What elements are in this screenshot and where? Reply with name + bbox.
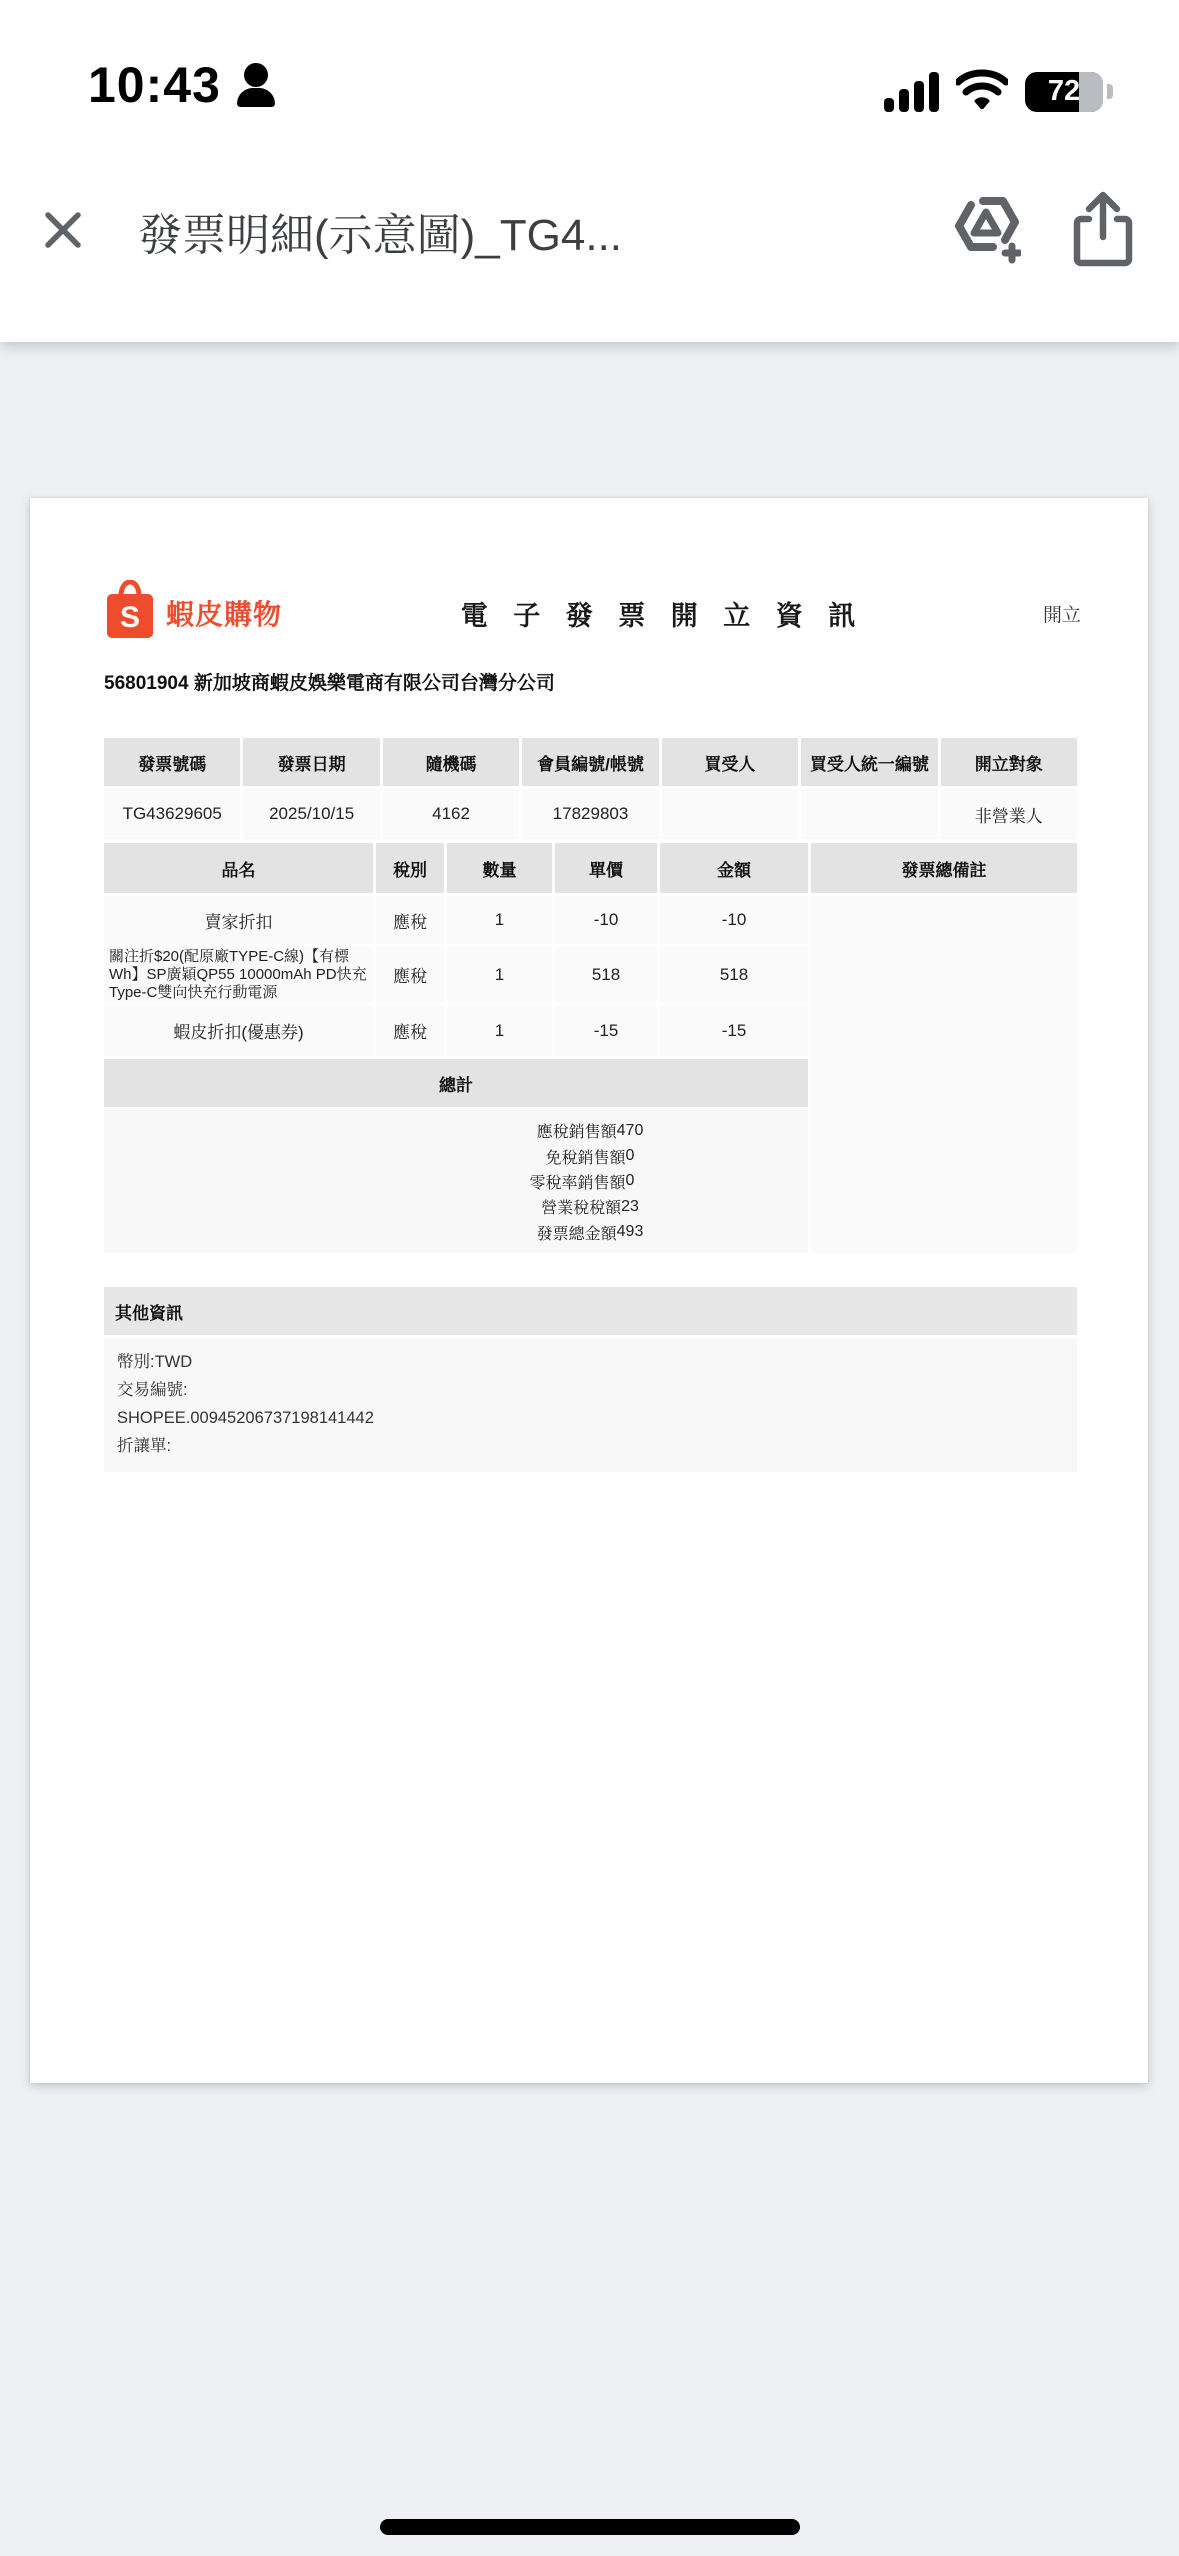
items-table-header: 單價 (555, 843, 657, 893)
total-value: 493 (616, 1223, 644, 1241)
total-label: 免稅銷售額 (545, 1149, 626, 1167)
invoice-table-header: 買受人統一編號 (801, 738, 937, 786)
close-button[interactable] (40, 207, 86, 256)
total-line (278, 1170, 635, 1193)
issue-status: 開立 (1042, 604, 1081, 626)
other-info-line: 折讓單: (117, 1437, 172, 1455)
item-amount-cell: -15 (660, 1005, 808, 1056)
total-value: 23 (621, 1197, 639, 1215)
total-line (269, 1221, 644, 1244)
item-unit-price-cell: 518 (555, 947, 657, 1002)
clock: 10:43 (88, 57, 221, 113)
items-table-header: 數量 (447, 843, 552, 893)
add-to-drive-icon (953, 195, 1021, 268)
close-icon (40, 207, 86, 256)
invoice-table-header: 會員編號/帳號 (522, 738, 658, 786)
battery-cap (1107, 84, 1113, 99)
invoice-table-header: 隨機碼 (383, 738, 519, 786)
status-right (884, 69, 1113, 114)
invoice-table-cell (801, 789, 937, 839)
items-table-header: 發票總備註 (811, 843, 1077, 893)
item-name-cell: 蝦皮折扣(優惠券) (104, 1005, 373, 1056)
share-button[interactable] (1071, 191, 1135, 272)
total-value: 470 (616, 1121, 644, 1139)
item-name-cell: 賣家折扣 (104, 896, 373, 944)
invoice-info-table (104, 738, 1077, 839)
cellular-signal-icon (884, 72, 939, 112)
total-label: 零稅率銷售額 (529, 1174, 626, 1192)
total-label: 應稅銷售額 (536, 1124, 617, 1142)
other-info-line: SHOPEE.00945206737198141442 (117, 1409, 374, 1427)
invoice-remarks-cell (811, 896, 1077, 1253)
other-info-line: 交易編號: (117, 1381, 188, 1399)
totals-body (104, 1110, 808, 1253)
document-title: 電 子 發 票 開 立 資 訊 (460, 600, 865, 631)
document-viewer[interactable] (0, 342, 1179, 2556)
item-tax-cell: 應稅 (376, 1005, 444, 1056)
items-table-header: 金額 (660, 843, 808, 893)
other-info-body (104, 1338, 1077, 1472)
item-qty-cell: 1 (447, 947, 552, 1002)
invoice-table-header: 開立對象 (941, 738, 1077, 786)
invoice-table-header: 發票號碼 (104, 738, 240, 786)
total-line (269, 1119, 644, 1142)
item-unit-price-cell: -10 (555, 896, 657, 944)
item-amount-cell: -10 (660, 896, 808, 944)
battery-icon (1025, 72, 1103, 112)
invoice-table-cell: 2025/10/15 (243, 789, 379, 839)
seller-info: 56801904 新加坡商蝦皮娛樂電商有限公司台灣分公司 (104, 673, 555, 694)
total-label: 營業稅稅額 (541, 1200, 622, 1218)
total-value: 0 (625, 1172, 635, 1190)
person-icon (237, 63, 275, 107)
shopee-logo-icon (104, 580, 156, 647)
total-line (273, 1195, 639, 1218)
file-title: 發票明細(示意圖)_TG4... (138, 211, 623, 260)
invoice-table-cell (662, 789, 798, 839)
items-table (104, 843, 1077, 1253)
wifi-icon (956, 69, 1008, 114)
invoice-table-header: 發票日期 (243, 738, 379, 786)
invoice-page (30, 498, 1148, 2083)
toolbar (0, 130, 1179, 342)
total-value: 0 (625, 1147, 635, 1165)
item-amount-cell: 518 (660, 947, 808, 1002)
item-tax-cell: 應稅 (376, 896, 444, 944)
invoice-table-header: 買受人 (662, 738, 798, 786)
item-qty-cell: 1 (447, 1005, 552, 1056)
item-tax-cell: 應稅 (376, 947, 444, 1002)
invoice-table-cell: TG43629605 (104, 789, 240, 839)
battery-percent: 72 (1047, 75, 1081, 107)
invoice-table-cell: 非營業人 (941, 789, 1077, 839)
status-left (88, 56, 275, 114)
totals-header: 總計 (104, 1059, 808, 1107)
total-label: 發票總金額 (536, 1225, 617, 1243)
invoice-table-cell: 17829803 (522, 789, 658, 839)
status-bar (0, 0, 1179, 130)
svg-text:S: S (119, 600, 141, 634)
other-info-section (104, 1287, 1077, 1472)
other-info-line: 幣別:TWD (117, 1353, 193, 1371)
items-table-header: 稅別 (376, 843, 444, 893)
total-line (278, 1145, 635, 1168)
other-info-header: 其他資訊 (104, 1287, 1077, 1335)
item-qty-cell: 1 (447, 896, 552, 944)
item-unit-price-cell: -15 (555, 1005, 657, 1056)
item-name-cell: 關注折$20(配原廠TYPE-C線)【有標Wh】SP廣穎QP55 10000mAh PD快充Type-C雙向快充行動電源 (104, 947, 373, 1002)
shopee-brand (104, 580, 282, 647)
invoice-table-cell: 4162 (383, 789, 519, 839)
brand-name: 蝦皮購物 (166, 599, 283, 630)
add-to-drive-button[interactable] (953, 195, 1021, 268)
items-table-header: 品名 (104, 843, 373, 893)
home-indicator[interactable] (380, 2519, 800, 2535)
share-icon (1071, 191, 1135, 272)
